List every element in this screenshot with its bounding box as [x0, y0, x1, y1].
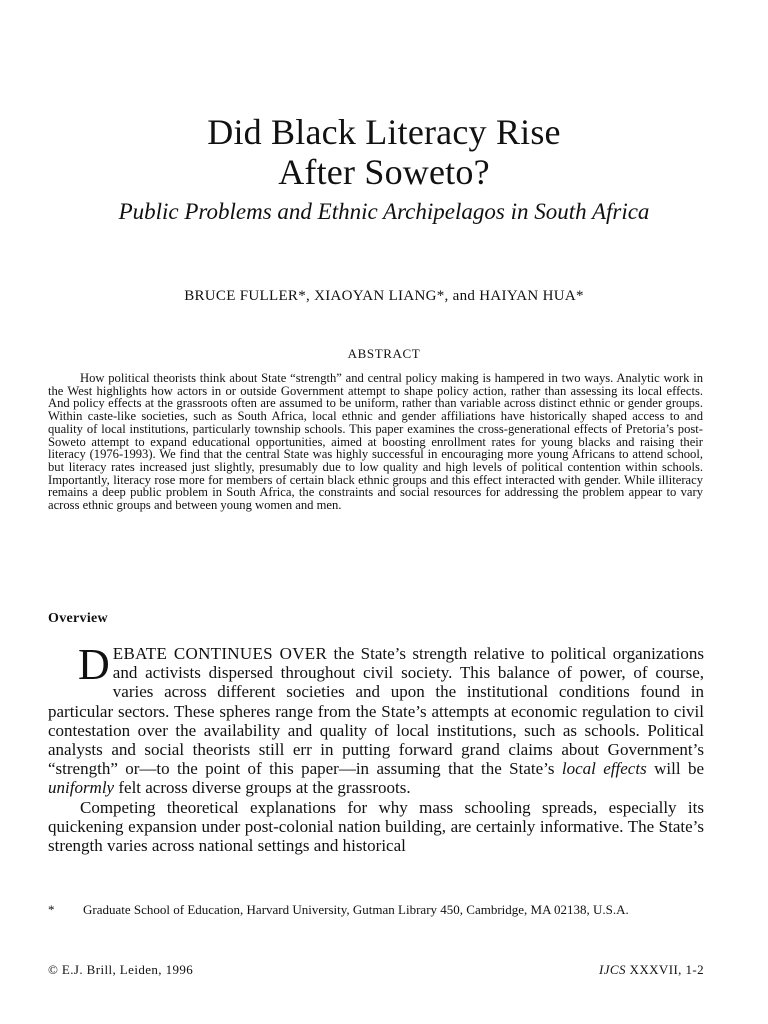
paper-title	[0, 112, 768, 192]
body-paragraph-1	[48, 640, 704, 798]
paper-subtitle: Public Problems and Ethnic Archipelagos in South Africa	[118, 199, 650, 224]
paragraph-text: will be	[646, 759, 704, 779]
emphasis-uniformly: uniformly	[48, 778, 115, 798]
section-heading-overview: Overview	[48, 611, 108, 626]
journal-citation	[599, 962, 704, 978]
volume-issue: XXXVII, 1-2	[625, 962, 704, 977]
paragraph-lead-in: EBATE CONTINUES OVER	[112, 644, 328, 663]
abstract-heading: ABSTRACT	[347, 346, 421, 361]
body-paragraph-2: Competing theoretical explanations for why mass schooling spreads, especially its quickening expansion under post-colonial nation building, are certainly informative. The State’s strength varies across national settings and historical	[48, 797, 704, 856]
paragraph-text: the State’s strength relative to political organizations and activists dispersed throughout civil society. This balance of power, of course, varies across different societies and upon the institutional conditions found in particular sectors. These spheres range from the State’s attempts at economic regulation to civil contestation over the availability and quality of local institutions, such as schools. Political analysts and social theorists still err in putting forward grand claims about Government’s “strength” or—to the point of this paper—in assuming that the State’s	[48, 644, 704, 779]
abstract-text: How political theorists think about State “strength” and central policy making is hampered in two ways. Analytic work in the West highlights how actors in or outside Government attempt to shape policy action, rather than assessing its local effects. And policy effects at the grassroots often are assumed to be uniform, rather than variable across distinct ethnic or gender groups. Within caste-like societies, such as South Africa, local ethnic and gender affiliations have historically shaped access to and quality of local institutions, particularly township schools. This paper examines the cross-generational effects of Pretoria’s post-Soweto attempt to expand educational opportunities, aimed at boosting enrollment rates for young blacks and raising their literacy (1976-1993). We find that the central State was highly successful in encouraging more young Africans to attend school, but literacy rates increased just slightly, presumably due to low quality and high levels of political contention within schools. Importantly, literacy rose more for members of certain black ethnic groups and this effect interacted with gender. While illiteracy remains a deep public problem in South Africa, the constraints and social resources for addressing the problem appear to vary across ethnic groups and between young women and men.	[48, 371, 703, 513]
drop-cap: D	[78, 640, 110, 689]
paragraph-text: felt across diverse groups at the grassroots.	[114, 778, 411, 798]
journal-abbreviation: IJCS	[599, 962, 626, 977]
author-list: BRUCE FULLER*, XIAOYAN LIANG*, and HAIYAN HUA*	[184, 288, 584, 304]
footnote-text: Graduate School of Education, Harvard University, Gutman Library 450, Cambridge, MA 02138, U.S.A.	[83, 902, 629, 917]
publisher-line: © E.J. Brill, Leiden, 1996	[48, 962, 194, 977]
paper-title-line-1: Did Black Literacy Rise	[207, 112, 561, 152]
emphasis-local-effects: local effects	[561, 759, 647, 779]
footnote-marker: *	[48, 902, 55, 917]
paper-title-line-2: After Soweto?	[278, 152, 490, 192]
body-text	[48, 640, 704, 856]
